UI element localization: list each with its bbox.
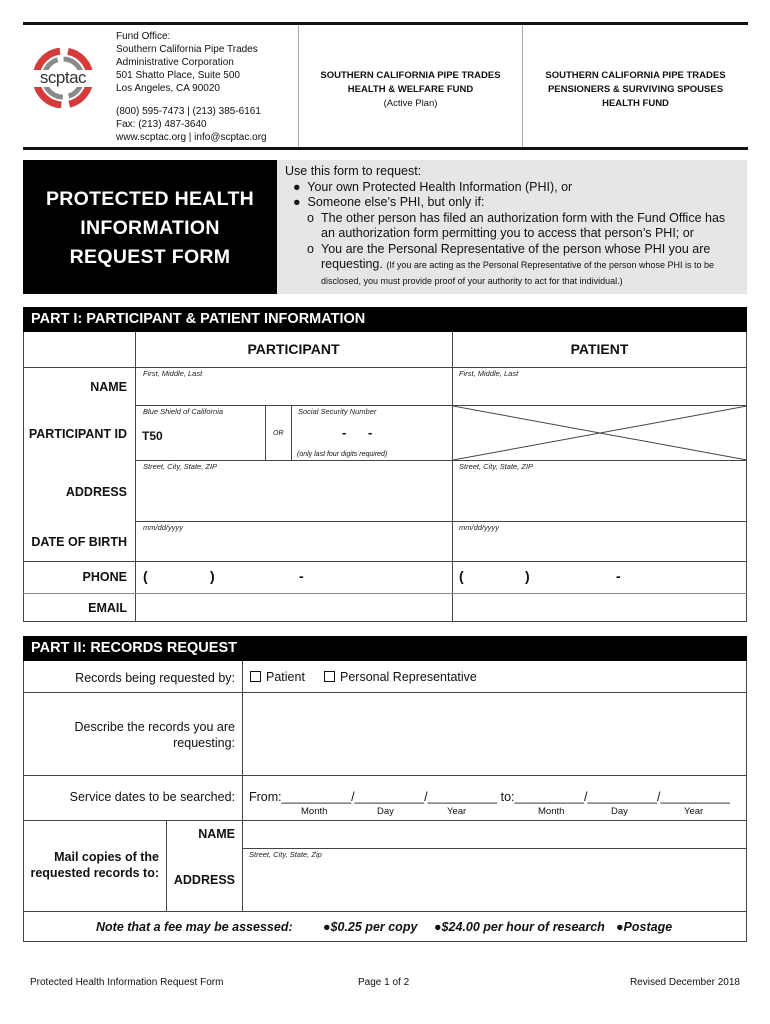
describe-records-field[interactable] xyxy=(243,693,747,775)
participant-address-hint: Street, City, State, ZIP xyxy=(143,462,218,471)
ssn-hint: Social Security Number xyxy=(298,407,377,416)
date-label-to-day: Day xyxy=(611,806,628,817)
participant-dob-field[interactable] xyxy=(136,522,452,561)
footer-revision: Revised December 2018 xyxy=(629,977,740,988)
scptac-logo xyxy=(30,48,96,108)
patient-name-field[interactable] xyxy=(453,368,747,405)
part1-title: PART I: PARTICIPANT & PATIENT INFORMATION xyxy=(23,307,747,332)
intro-lead: Use this form to request: xyxy=(285,164,422,178)
blue-shield-hint: Blue Shield of California xyxy=(143,407,224,416)
ssn-field[interactable] xyxy=(292,406,452,450)
representative-checkbox-option[interactable]: Personal Representative xyxy=(324,670,477,684)
intro-sub-authorization: o The other person has filed an authorization form with the Fund Office has an authorization form permitting you to access that person’s PHI; or xyxy=(307,210,726,240)
patient-address-field[interactable] xyxy=(453,461,747,521)
footer-page-number: Page 1 of 2 xyxy=(358,977,410,988)
intro-box xyxy=(277,160,747,294)
participant-column-header: PARTICIPANT xyxy=(247,341,340,357)
date-label-from-month: Month xyxy=(301,806,328,817)
logo-text: scptac xyxy=(39,68,87,87)
patient-email-field[interactable] xyxy=(453,594,747,622)
participant-id-field[interactable] xyxy=(136,406,265,460)
fee-note: Note that a fee may be assessed: xyxy=(96,920,293,934)
footer-form-name: Protected Health Information Request Form xyxy=(30,977,224,988)
part2-title: PART II: RECORDS REQUEST xyxy=(23,636,747,661)
describe-records-label: Describe the records you are requesting: xyxy=(74,720,235,750)
participant-name-hint: First, Middle, Last xyxy=(143,369,203,378)
form-title-line1: PROTECTED HEALTH xyxy=(45,188,255,210)
date-label-from-year: Year xyxy=(447,806,467,817)
mail-name-label: NAME xyxy=(198,827,235,841)
form-title-box xyxy=(23,160,277,294)
form-title-line3: REQUEST FORM xyxy=(69,246,231,268)
dob-label: DATE OF BIRTH xyxy=(31,535,127,549)
patient-id-crossed-out xyxy=(453,406,747,460)
mail-name-field[interactable] xyxy=(243,821,747,848)
mail-address-field[interactable] xyxy=(243,849,747,911)
p2-rule-5 xyxy=(23,911,747,912)
fee-research: ●$24.00 per hour of research xyxy=(434,920,605,934)
phone-label: PHONE xyxy=(82,570,127,584)
patient-checkbox[interactable] xyxy=(250,671,261,682)
or-label: OR xyxy=(273,430,284,437)
patient-column-header: PATIENT xyxy=(570,341,629,357)
participant-id-label: PARTICIPANT ID xyxy=(28,427,127,441)
mail-copies-label: Mail copies of the requested records to: xyxy=(30,850,159,880)
patient-phone-field[interactable]: ( ) - xyxy=(459,568,621,584)
records-requested-by-label: Records being requested by: xyxy=(75,671,235,685)
header-bottom-rule xyxy=(23,147,748,150)
ssn-note: (only last four digits required) xyxy=(297,451,388,458)
pid-or-divider-1 xyxy=(265,405,266,460)
participant-dob-hint: mm/dd/yyyy xyxy=(143,523,184,532)
participant-email-field[interactable] xyxy=(136,594,452,622)
date-label-from-day: Day xyxy=(377,806,394,817)
fund-pensioners: SOUTHERN CALIFORNIA PIPE TRADES PENSIONERS & SURVIVING SPOUSES HEALTH FUND xyxy=(545,70,726,109)
email-label: EMAIL xyxy=(88,601,127,615)
participant-phone-field[interactable]: ( ) - xyxy=(143,568,304,584)
fee-per-copy: ●$0.25 per copy xyxy=(323,920,418,934)
fee-postage: ●Postage xyxy=(616,920,673,934)
participant-address-field[interactable] xyxy=(136,461,452,521)
patient-checkbox-option[interactable]: Patient xyxy=(250,670,305,684)
header-top-rule xyxy=(23,22,748,25)
date-label-to-month: Month xyxy=(538,806,565,817)
intro-bullet-own-phi: ● Your own Protected Health Information (PHI), or xyxy=(293,179,573,194)
ssn-dashes: - - xyxy=(342,425,373,440)
participant-id-prefix: T50 xyxy=(142,429,163,443)
service-dates-label: Service dates to be searched: xyxy=(69,790,235,804)
fund-active-plan: SOUTHERN CALIFORNIA PIPE TRADES HEALTH & WELFARE FUND (Active Plan) xyxy=(320,70,501,109)
form-title-line2: INFORMATION xyxy=(80,217,220,239)
patient-name-hint: First, Middle, Last xyxy=(459,369,519,378)
patient-dob-field[interactable] xyxy=(453,522,747,561)
p2-rule-2 xyxy=(23,775,747,776)
name-label: NAME xyxy=(90,380,127,394)
representative-checkbox[interactable] xyxy=(324,671,335,682)
patient-address-hint: Street, City, State, ZIP xyxy=(459,462,534,471)
date-label-to-year: Year xyxy=(684,806,704,817)
patient-dob-hint: mm/dd/yyyy xyxy=(459,523,500,532)
mail-address-label: ADDRESS xyxy=(173,873,235,887)
service-dates-field[interactable]: From:__________/__________/__________ to:__________/__________/__________ xyxy=(249,790,731,804)
mail-address-hint: Street, City, State, Zip xyxy=(249,850,322,859)
participant-name-field[interactable] xyxy=(136,368,452,405)
fund-office-address: Fund Office: Southern California Pipe Trades Administrative Corporation 501 Shatto Place, Suite 500 Los Angeles, CA 90020 (800) 595-7473 | (213) 385-6161 Fax: (213) 487-3640 www.scptac.org | info@scptac.org xyxy=(116,31,267,143)
intro-bullet-others-phi: ● Someone else’s PHI, but only if: xyxy=(293,195,485,209)
address-label: ADDRESS xyxy=(65,485,127,499)
intro-sub-representative: o You are the Personal Representative of the person whose PHI you are requesting. (If you are acting as the Personal Representative of the person whose PHI is to be disclosed, you must provide proof of your authority to act for that individual.) xyxy=(307,241,715,286)
